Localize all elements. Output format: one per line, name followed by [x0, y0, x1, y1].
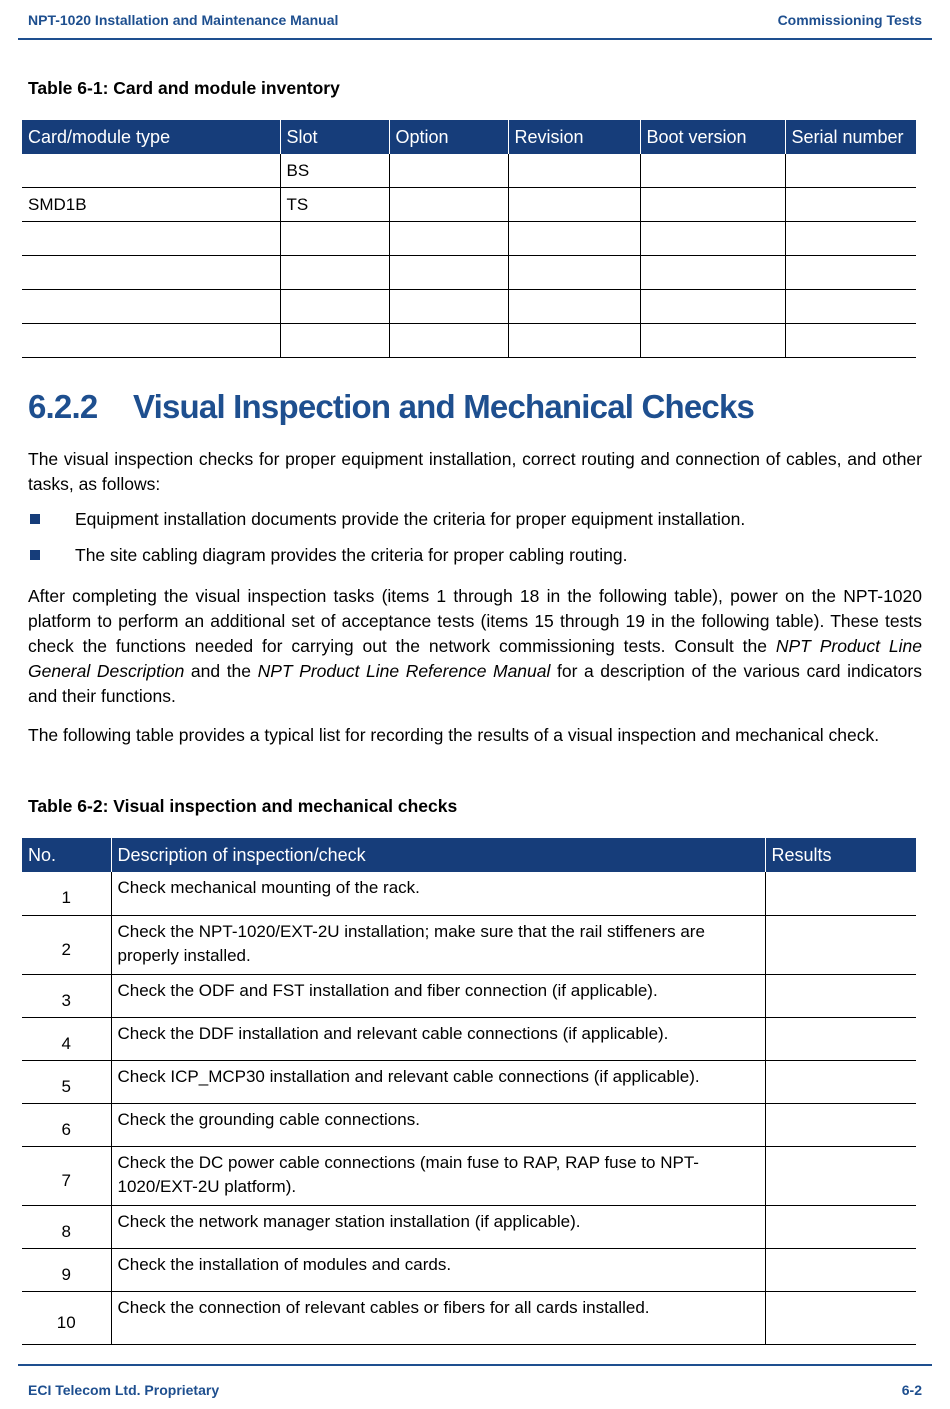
table-cell [640, 222, 785, 256]
table2-caption: Table 6-2: Visual inspection and mechanical checks [28, 796, 458, 816]
doc-reference-general-description: NPT Product Line General Description [28, 636, 922, 681]
page-header [18, 0, 932, 40]
check-description: Check the NPT-1020/EXT-2U installation; make sure that the rail stiffeners are properly installed. [111, 915, 765, 974]
inventory-header-row [22, 120, 916, 154]
check-description: Check the DC power cable connections (main fuse to RAP, RAP fuse to NPT-1020/EXT-2U platform). [111, 1146, 765, 1205]
col-description: Description of inspection/check [111, 838, 765, 872]
table-cell [785, 256, 916, 290]
check-result [765, 1205, 916, 1248]
check-result [765, 1291, 916, 1344]
manual-title: NPT-1020 Installation and Maintenance Manual [28, 12, 339, 28]
table-row [22, 1146, 916, 1205]
check-description: Check the ODF and FST installation and fiber connection (if applicable). [111, 974, 765, 1017]
check-number: 7 [22, 1146, 111, 1205]
check-number: 9 [22, 1248, 111, 1291]
check-description: Check the connection of relevant cables or fibers for all cards installed. [111, 1291, 765, 1344]
section-title: Visual Inspection and Mechanical Checks [133, 388, 755, 425]
check-result [765, 1146, 916, 1205]
check-description: Check the grounding cable connections. [111, 1103, 765, 1146]
check-result [765, 1060, 916, 1103]
table-cell [785, 324, 916, 358]
check-description: Check the installation of modules and cards. [111, 1248, 765, 1291]
col-serial-number: Serial number [785, 120, 916, 154]
col-option: Option [389, 120, 508, 154]
col-slot: Slot [280, 120, 389, 154]
check-description: Check the DDF installation and relevant cable connections (if applicable). [111, 1017, 765, 1060]
para-text: After completing the visual inspection tasks (items 1 through 18 in the following table), power on the NPT-1020 platform to perform an additional set of acceptance tests (items 15 through 19 in the following table). These tests check the functions needed for carrying out the network commissioning tests. Consult the [28, 586, 922, 656]
check-number: 3 [22, 974, 111, 1017]
page-footer [18, 1364, 932, 1409]
acceptance-paragraph [28, 584, 922, 709]
check-result [765, 974, 916, 1017]
table-cell [508, 154, 640, 188]
section-heading [28, 388, 754, 426]
table-cell [785, 188, 916, 222]
table-cell [508, 188, 640, 222]
table-row [22, 974, 916, 1017]
table-cell [22, 154, 280, 188]
para-text: and the [184, 661, 258, 681]
table-cell: TS [280, 188, 389, 222]
page-number: 6-2 [901, 1382, 922, 1398]
check-result [765, 1103, 916, 1146]
table-intro-paragraph: The following table provides a typical list for recording the results of a visual inspection and mechanical check. [28, 725, 880, 745]
col-boot-version: Boot version [640, 120, 785, 154]
doc-reference-reference-manual: NPT Product Line Reference Manual [257, 661, 551, 681]
bullet-square-icon [30, 514, 40, 524]
table-cell [389, 256, 508, 290]
table-cell [508, 324, 640, 358]
table-cell [508, 256, 640, 290]
table-cell [640, 256, 785, 290]
check-result [765, 1248, 916, 1291]
table-row [22, 1103, 916, 1146]
table-cell [22, 222, 280, 256]
proprietary-notice: ECI Telecom Ltd. Proprietary [28, 1382, 220, 1398]
table-cell [22, 324, 280, 358]
check-result [765, 1017, 916, 1060]
col-revision: Revision [508, 120, 640, 154]
col-results: Results [765, 838, 916, 872]
table-cell [640, 324, 785, 358]
table-row [22, 915, 916, 974]
table-cell [785, 222, 916, 256]
table-row [22, 872, 916, 915]
table-row [22, 324, 916, 358]
bullet-text: The site cabling diagram provides the criteria for proper cabling routing. [75, 545, 628, 565]
table-cell [640, 188, 785, 222]
check-number: 6 [22, 1103, 111, 1146]
table-cell [22, 256, 280, 290]
table-cell [22, 290, 280, 324]
table-cell [389, 154, 508, 188]
check-number: 8 [22, 1205, 111, 1248]
check-number: 4 [22, 1017, 111, 1060]
inspection-header-row [22, 838, 916, 872]
table-cell [640, 290, 785, 324]
table-cell [785, 290, 916, 324]
table-cell [389, 222, 508, 256]
check-result [765, 872, 916, 915]
table-row [22, 188, 916, 222]
intro-paragraph: The visual inspection checks for proper equipment installation, correct routing and connection of cables, and other tasks, as follows: [28, 449, 922, 494]
check-number: 1 [22, 872, 111, 915]
table-cell [508, 222, 640, 256]
table-cell [389, 188, 508, 222]
table-cell [389, 324, 508, 358]
section-number: 6.2.2 [28, 388, 98, 425]
check-description: Check ICP_MCP30 installation and relevant cable connections (if applicable). [111, 1060, 765, 1103]
table-row [22, 154, 916, 188]
col-card-module-type: Card/module type [22, 120, 280, 154]
table-row [22, 1205, 916, 1248]
check-description: Check mechanical mounting of the rack. [111, 872, 765, 915]
table-cell [280, 256, 389, 290]
col-no: No. [22, 838, 111, 872]
para-text: for a description of the various card indicators and their functions. [28, 661, 922, 706]
table-cell [640, 154, 785, 188]
inspection-table [22, 838, 916, 1345]
check-result [765, 915, 916, 974]
inventory-table [22, 120, 916, 358]
table-cell [280, 222, 389, 256]
bullet-text: Equipment installation documents provide the criteria for proper equipment installation. [75, 509, 746, 529]
table-row [22, 256, 916, 290]
table-row [22, 1017, 916, 1060]
table-row [22, 1248, 916, 1291]
table-cell [785, 154, 916, 188]
table1-caption: Table 6-1: Card and module inventory [28, 78, 340, 98]
check-number: 5 [22, 1060, 111, 1103]
table-row [22, 290, 916, 324]
check-description: Check the network manager station installation (if applicable). [111, 1205, 765, 1248]
table-cell: BS [280, 154, 389, 188]
table-cell [508, 290, 640, 324]
check-number: 10 [22, 1291, 111, 1344]
table-cell: SMD1B [22, 188, 280, 222]
table-row [22, 1291, 916, 1344]
table-row [22, 1060, 916, 1103]
table-row [22, 222, 916, 256]
chapter-title: Commissioning Tests [777, 12, 922, 28]
table-cell [280, 290, 389, 324]
bullet-square-icon [30, 550, 40, 560]
table-cell [280, 324, 389, 358]
check-number: 2 [22, 915, 111, 974]
table-cell [389, 290, 508, 324]
